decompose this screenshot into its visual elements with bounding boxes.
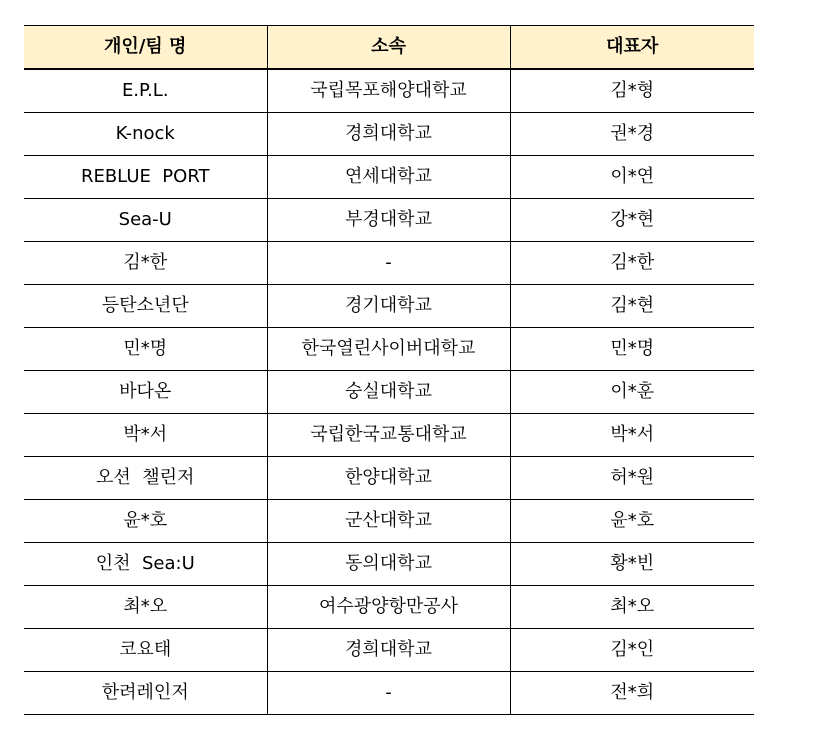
affiliation-cell: 경기대학교 [267, 285, 510, 328]
team-name-cell: 민*명 [24, 328, 267, 371]
participant-table [24, 25, 754, 715]
affiliation-cell: 부경대학교 [267, 199, 510, 242]
representative-cell: 황*빈 [510, 543, 754, 586]
table-row [24, 629, 754, 672]
team-name-cell: E.P.L. [24, 69, 267, 113]
representative-cell: 이*훈 [510, 371, 754, 414]
table-row [24, 672, 754, 715]
affiliation-cell: 국립한국교통대학교 [267, 414, 510, 457]
table-row [24, 285, 754, 328]
affiliation-cell: 경희대학교 [267, 629, 510, 672]
team-name-cell: 오션 챌린저 [24, 457, 267, 500]
affiliation-cell: - [267, 242, 510, 285]
table-row [24, 543, 754, 586]
column-header-representative: 대표자 [510, 26, 754, 70]
team-name-cell: Sea-U [24, 199, 267, 242]
table-row [24, 199, 754, 242]
table-row [24, 328, 754, 371]
table-row [24, 156, 754, 199]
table-row [24, 500, 754, 543]
representative-cell: 이*연 [510, 156, 754, 199]
representative-cell: 최*오 [510, 586, 754, 629]
team-name-cell: 등탄소년단 [24, 285, 267, 328]
affiliation-cell: 동의대학교 [267, 543, 510, 586]
team-name-cell: 코요태 [24, 629, 267, 672]
column-header-team-name: 개인/팀 명 [24, 26, 267, 70]
table-row [24, 371, 754, 414]
header-row [24, 26, 754, 70]
affiliation-cell: 한국열린사이버대학교 [267, 328, 510, 371]
affiliation-cell: 연세대학교 [267, 156, 510, 199]
representative-cell: 윤*호 [510, 500, 754, 543]
team-name-cell: K-nock [24, 113, 267, 156]
team-name-cell: 인천 Sea:U [24, 543, 267, 586]
representative-cell: 박*서 [510, 414, 754, 457]
table-row [24, 457, 754, 500]
table-row [24, 414, 754, 457]
affiliation-cell: 숭실대학교 [267, 371, 510, 414]
representative-cell: 강*현 [510, 199, 754, 242]
team-name-cell: 박*서 [24, 414, 267, 457]
team-name-cell: 바다온 [24, 371, 267, 414]
representative-cell: 김*인 [510, 629, 754, 672]
column-header-affiliation: 소속 [267, 26, 510, 70]
table-row [24, 242, 754, 285]
representative-cell: 김*한 [510, 242, 754, 285]
representative-cell: 허*원 [510, 457, 754, 500]
representative-cell: 전*희 [510, 672, 754, 715]
representative-cell: 김*형 [510, 69, 754, 113]
representative-cell: 권*경 [510, 113, 754, 156]
team-name-cell: 윤*호 [24, 500, 267, 543]
table-row [24, 586, 754, 629]
affiliation-cell: 군산대학교 [267, 500, 510, 543]
affiliation-cell: 국립목포해양대학교 [267, 69, 510, 113]
table-row [24, 113, 754, 156]
team-name-cell: 김*한 [24, 242, 267, 285]
affiliation-cell: 경희대학교 [267, 113, 510, 156]
table-row [24, 69, 754, 113]
representative-cell: 민*명 [510, 328, 754, 371]
team-name-cell: REBLUE PORT [24, 156, 267, 199]
team-name-cell: 최*오 [24, 586, 267, 629]
team-name-cell: 한려레인저 [24, 672, 267, 715]
affiliation-cell: 여수광양항만공사 [267, 586, 510, 629]
representative-cell: 김*현 [510, 285, 754, 328]
affiliation-cell: 한양대학교 [267, 457, 510, 500]
affiliation-cell: - [267, 672, 510, 715]
